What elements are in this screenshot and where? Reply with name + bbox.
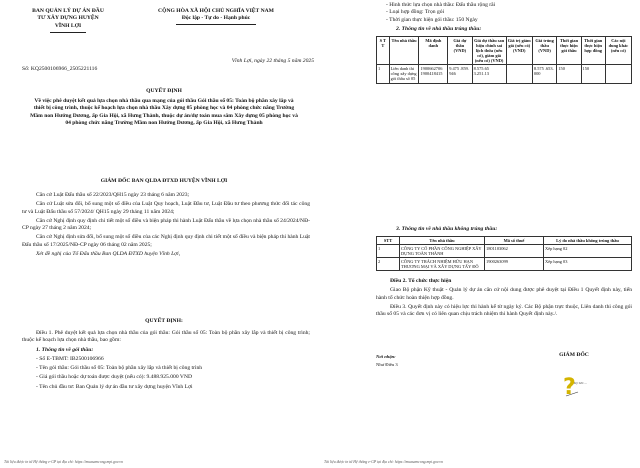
document-number: Số: KQ2500106966_2505221116: [22, 66, 98, 72]
th-contract-duration: Thời gian thực hiện hợp đồng: [581, 37, 605, 65]
cell-name: Liên danh thi công xây dựng gói thầu số 05: [389, 65, 419, 83]
cell2-reason: Xếp hạng 03: [544, 258, 632, 271]
left-footer: Tài liệu được in từ Hệ thống e-GP tại địa chỉ: https://muasamcong.mpi.gov.vn: [4, 460, 123, 464]
info-title: 1. Thông tin về gói thầu:: [36, 346, 94, 353]
legal-basis: [22, 192, 310, 260]
th-discount: Giá trị giảm giá (nếu có) (VND): [506, 37, 532, 65]
place-date: Vĩnh Lợi, ngày 22 tháng 5 năm 2025: [231, 58, 314, 64]
cell2-tax: 1801103062: [485, 245, 544, 258]
signature-stamp-icon: [558, 372, 588, 402]
national-header: [120, 8, 312, 23]
th-id: Mã định danh: [419, 37, 448, 65]
article-3-text: Điều 3. Quyết định này có hiệu lực thi hành kể từ ngày ký. Các Bộ phận trực thuộc, Liên danh thi công gói thầu số 05 và các đơn vị có liên quan chịu trách nhiệm thi hành Quyết định này./.: [376, 303, 632, 318]
th2-tax: Mã số thuế: [485, 237, 544, 245]
motto: Độc lập - Tự do - Hạnh phúc: [181, 15, 251, 22]
agency-block: [20, 8, 116, 30]
cell-other: [605, 65, 631, 83]
director-title: GIÁM ĐỐC BAN QLDA ĐTXD HUYỆN VĨNH LỢI: [100, 178, 228, 184]
cell2-stt: 2: [377, 258, 400, 271]
table-row: [377, 245, 632, 258]
winner-section-title: 2. Thông tin về nhà thầu trúng thầu:: [396, 26, 482, 32]
basis-2: Căn cứ Luật sửa đổi, bổ sung một số điều của Luật Quy hoạch, Luật Đầu tư, Luật Đầu tư theo phương thức đối tác công tư và Luật Đấu thầu số 57/2024/ QH15 ngày 29 tháng 11 năm 2024;: [22, 201, 310, 215]
cell-discount: [506, 65, 532, 83]
th-bid-price: Giá dự thầu (VND): [448, 37, 472, 65]
th2-stt: STT: [377, 237, 400, 245]
decision-summary: Về việc phê duyệt kết quả lựa chọn nhà thầu qua mạng của gói thầu Gói thầu số 05: Toàn bộ phần xây lắp và thiết bị công trình, thuộc kế hoạch lựa chọn nhà thầu Xây dựng 05 phòng học và 04 phòng chức năng Trường Mầm non Hướng Dương, ấp Gia Hội, xã Hưng Thành, thuộc dự án/dự toán mua sắm Xây dựng 05 phòng học và 04 phòng chức năng Trường Mầm non Hướng Dương, ấp Gia Hội, xã Hưng Thành: [30, 98, 298, 126]
basis-1: Căn cứ Luật Đấu thầu số 22/2023/QH15 ngày 23 tháng 6 năm 2023;: [36, 192, 190, 198]
basis-4: Căn cứ Nghị định sửa đổi, bổ sung một số điều của các Nghị định quy định chi tiết một số điều và biện pháp thi hành Luật Đấu thầu số 17/2025/NĐ-CP ngày 06 tháng 02 năm 2025;: [22, 234, 310, 248]
info-package-name: - Tên gói thầu: Gói thầu số 05: Toàn bộ phần xây lắp và thiết bị công trình: [36, 365, 203, 372]
cell-adjusted-price: 8.575.65 3.251.13: [472, 65, 506, 83]
article-1-text: Điều 1. Phê duyệt kết quả lựa chọn nhà thầu của gói thầu: Gói thầu số 05: Toàn bộ phần xây lắp và thiết bị công trình; thuộc kế hoạch lựa chọn nhà thầu, bao gồm:: [22, 330, 310, 344]
cell2-tax: 1900263099: [485, 258, 544, 271]
recipients-label: Nơi nhận:: [376, 354, 396, 359]
cell-package-duration: 150: [557, 65, 581, 83]
th-stt: S T T: [377, 37, 390, 65]
loser-section-title: 3. Thông tin về nhà thầu không trúng thầu:: [396, 226, 498, 232]
cell-winning-price: 8.575 .653. 000: [532, 65, 556, 83]
th-package-duration: Thời gian thực hiện gói thầu: [557, 37, 581, 65]
agency-line-2: TƯ XÂY DỰNG HUYỆN: [37, 15, 99, 22]
stamp-caption: Ký bởi: ...: [574, 381, 587, 385]
cell-id: 1900662706 1900418415: [419, 65, 448, 83]
agency-line-1: BAN QUẢN LÝ DỰ ÁN ĐẦU: [32, 8, 104, 14]
info-tbmt: - Số E-TBMT: IB2500106966: [36, 355, 104, 362]
cell2-name: CÔNG TY CỔ PHẦN CÔNG NGHIỆP XÂY DỰNG TOÀN THÀNH: [400, 245, 485, 258]
signer-title: GIÁM ĐỐC: [559, 352, 589, 358]
th-name: Tên nhà thầu: [389, 37, 419, 65]
info-price: - Giá gói thầu hoặc dự toán được duyệt (nếu có): 9.488.925.000 VND: [36, 374, 193, 381]
contract-type: - Loại hợp đồng: Trọn gói: [386, 9, 445, 16]
selection-method: - Hình thức lựa chọn nhà thầu: Đấu thầu rộng rãi: [386, 2, 496, 8]
agency-line-3: VĨNH LỢI: [54, 22, 82, 29]
right-page: [320, 0, 640, 468]
cell-bid-price: 9.475 .859. 946: [448, 65, 472, 83]
package-details: [386, 2, 636, 24]
basis-5: Xét đề nghị của Tổ Đấu thầu Ban QLDA ĐTXD huyện Vĩnh Lợi,: [36, 250, 181, 257]
info-investor: - Tên chủ đầu tư: Ban Quản lý dự án đầu tư xây dựng huyện Vĩnh Lợi: [36, 383, 193, 390]
basis-3: Căn cứ Nghị định quy định chi tiết một số điều và biện pháp thi hành Luật Đấu thầu về lựa chọn nhà thầu số 24/2024/NĐ-CP ngày 27 tháng 2 năm 2024;: [22, 217, 310, 232]
cell-stt: 1: [377, 65, 390, 83]
th-other: Các nội dung khác (nếu có): [605, 37, 631, 65]
agency-underline: [50, 32, 86, 33]
right-footer: Tài liệu được in từ Hệ thống e-GP tại địa chỉ: https://muasamcong.mpi.gov.vn: [324, 460, 443, 464]
cell2-name: CÔNG TY TRÁCH NHIỆM HỮU HẠN THƯƠNG MẠI VÀ XÂY DỰNG TẤY ĐÔ: [400, 258, 485, 271]
th2-name: Tên nhà thầu: [400, 237, 485, 245]
cell2-reason: Xếp hạng 02: [544, 245, 632, 258]
cell-contract-duration: 150: [581, 65, 605, 83]
article-2-title: Điều 2. Tổ chức thực hiện: [390, 278, 452, 284]
country-name: CỘNG HÒA XÃ HỘI CHỦ NGHĨA VIỆT NAM: [158, 8, 274, 14]
article-1: [22, 330, 310, 393]
article-2-text: Giao Bộ phận Kỹ thuật - Quản lý dự án căn cứ nội dung được phê duyệt tại Điều 1 Quyết định này, tiến hành tổ chức hoàn thiện hợp đồng.: [376, 287, 632, 301]
th-adjusted-price: Giá dự thầu sau hiệu chỉnh sai lệch thừa (nếu có), giảm giá (nếu có) (VND): [474, 38, 505, 64]
motto-underline: [176, 24, 256, 25]
articles-2-3: [376, 278, 632, 320]
loser-table: [376, 236, 632, 271]
table-row: [377, 258, 632, 271]
duration: - Thời gian thực hiện gói thầu: 150 Ngày: [386, 16, 478, 23]
loser-table-header: [377, 237, 632, 245]
svg-text:?: ?: [563, 375, 576, 400]
table-row: [377, 65, 632, 83]
winner-table: [376, 36, 632, 84]
decision-heading: QUYẾT ĐỊNH: [146, 88, 182, 94]
th-winning-price: Giá trúng thầu (VND): [532, 37, 556, 65]
th2-reason: Lý do nhà thầu không trúng thầu: [544, 237, 632, 245]
decide-heading: QUYẾT ĐỊNH:: [145, 318, 183, 324]
recipients-list: Như Điều 3: [376, 362, 398, 367]
winner-table-header: [377, 37, 632, 65]
cell2-stt: 1: [377, 245, 400, 258]
